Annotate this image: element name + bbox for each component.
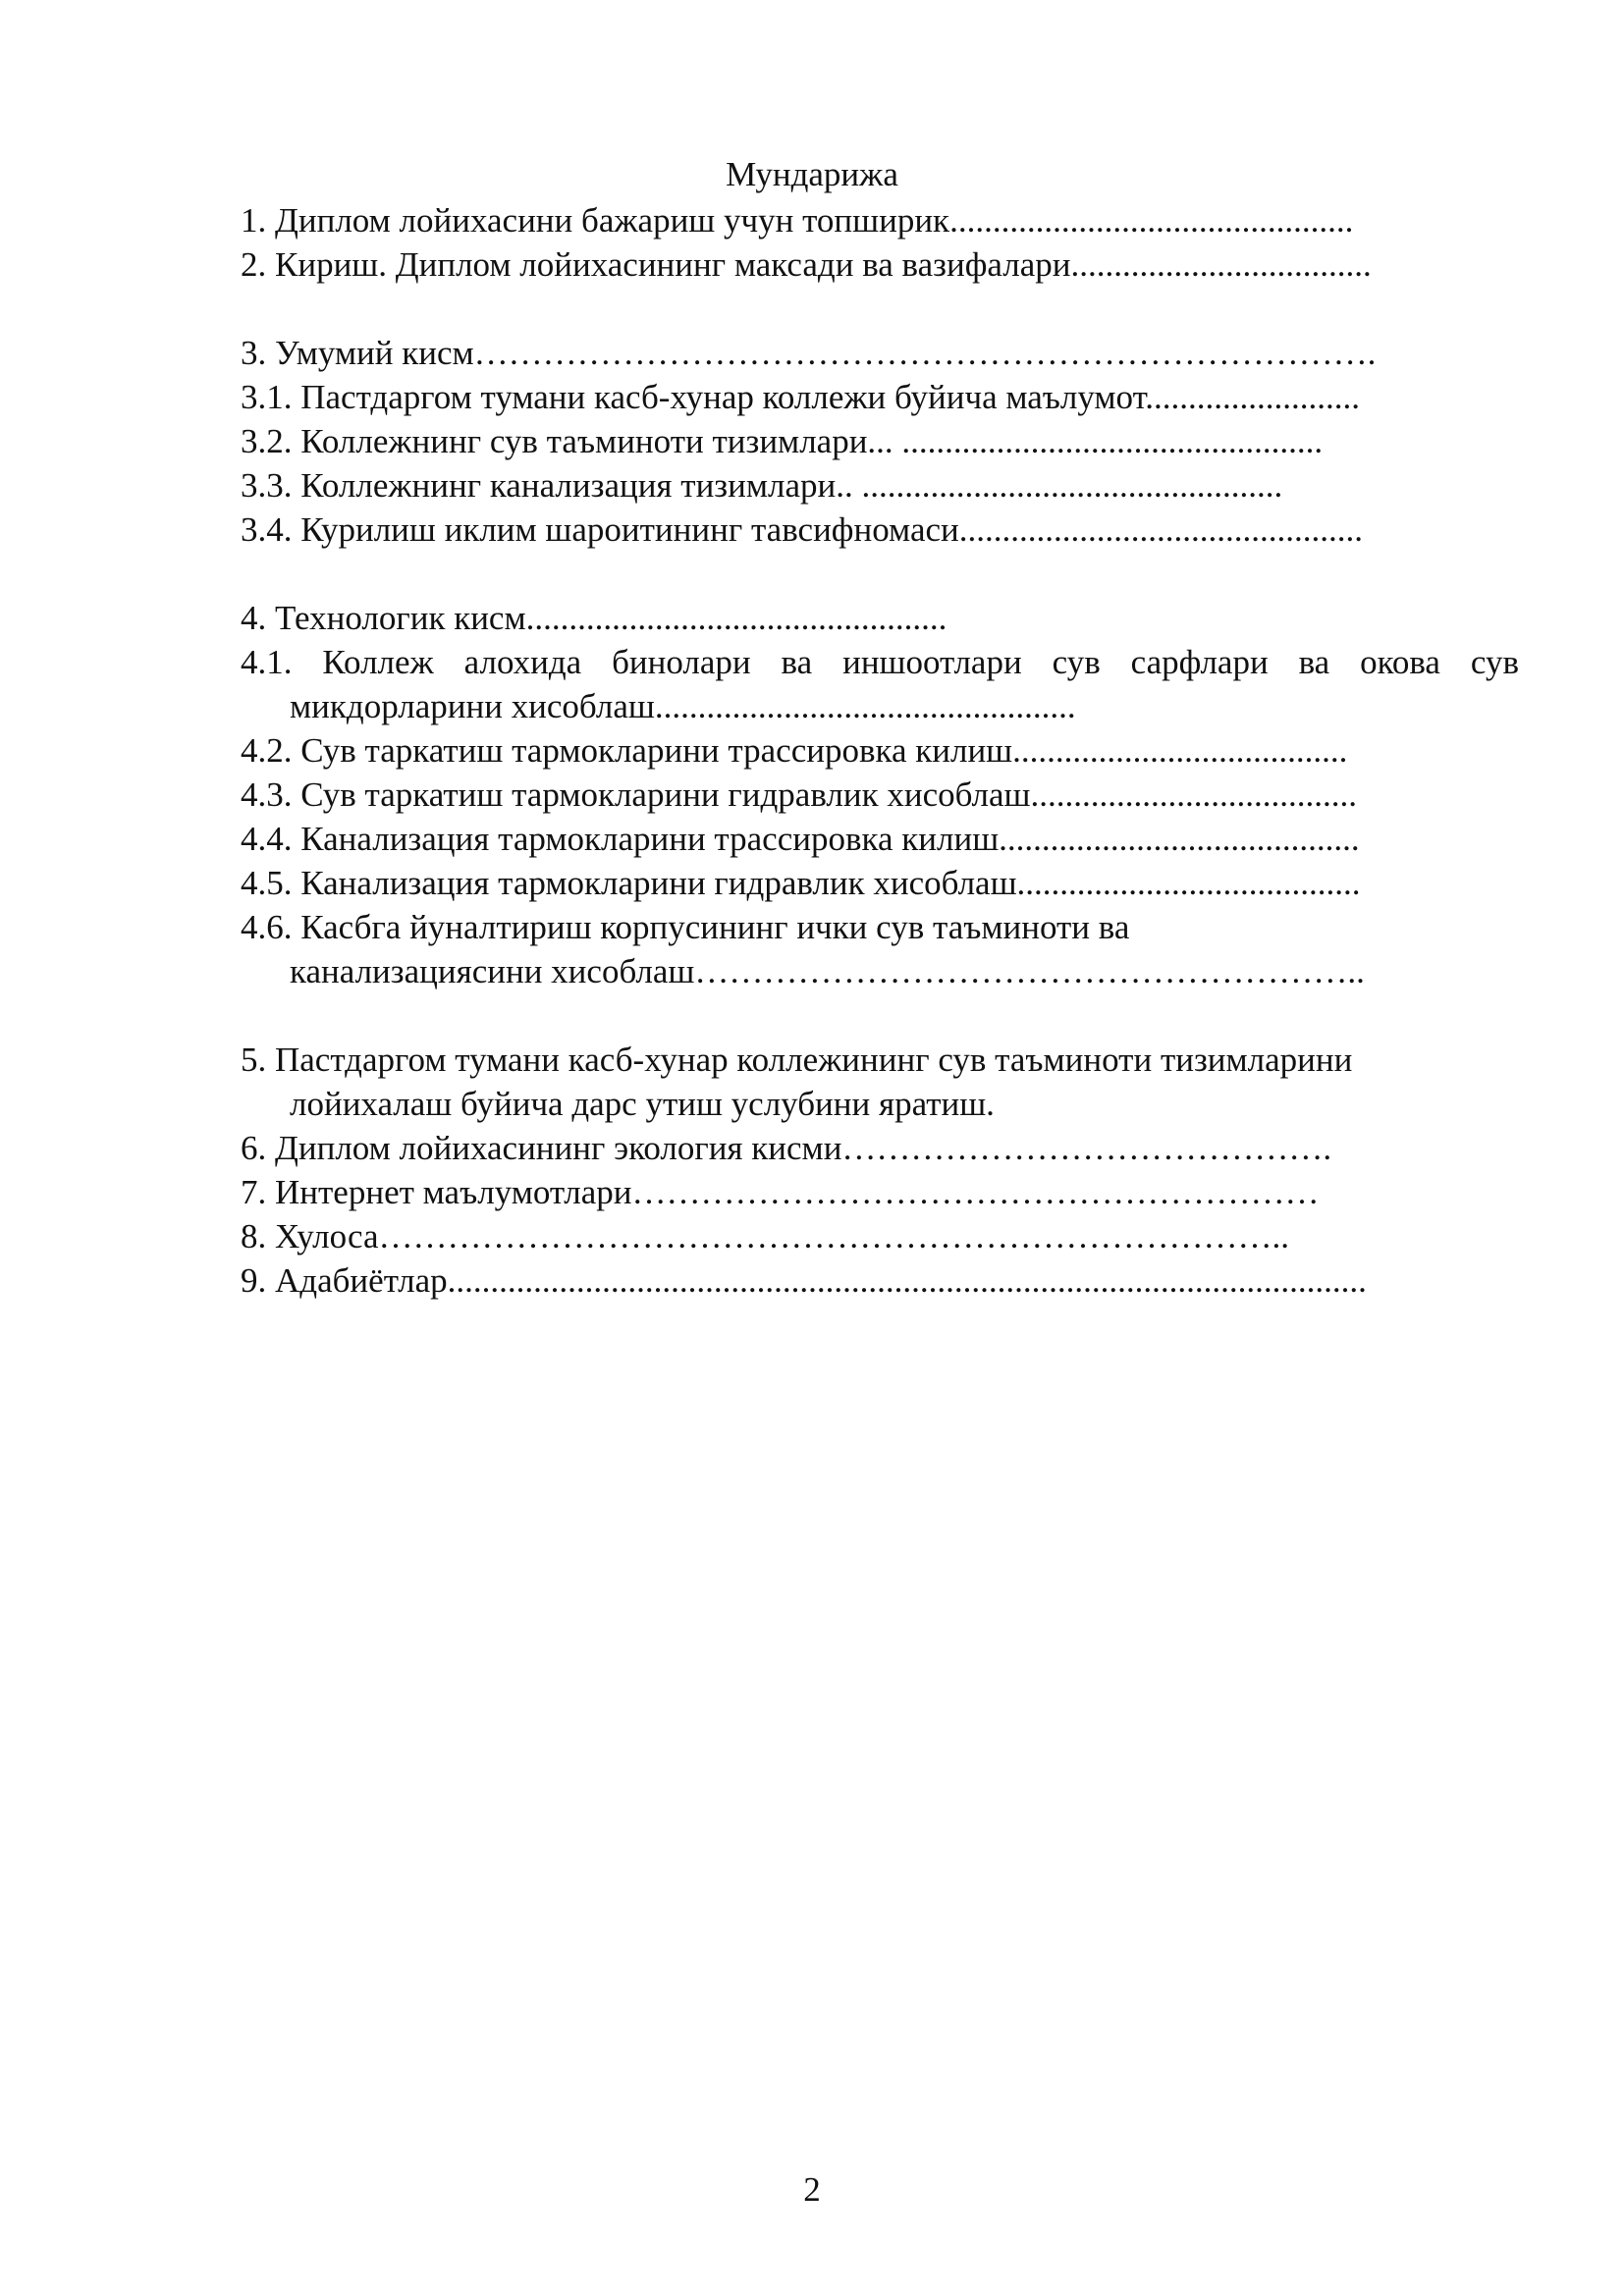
toc-item-9: 9. Адабиётлар........................................................................................................... [241,1261,1367,1300]
toc-item-4-2: 4.2. Сув таркатиш тармокларини трассировка килиш....................................... [241,731,1348,770]
toc-item-2: 2. Кириш. Диплом лойихасининг максади ва вазифалари................................... [241,245,1372,284]
toc-item-8: 8. Хулоса…………………………………………………………………….. [241,1217,1289,1255]
toc-item-4-6-continued: канализациясини хисоблаш………………………………………………….. [290,952,1365,990]
section-spacer [241,287,1527,331]
toc-item-6: 6. Диплом лойихасининг экология кисми……………………………………. [241,1129,1332,1167]
toc-item-5-continued: лойихалаш буйича дарс утиш услубини яратиш. [290,1085,995,1123]
table-of-contents [241,198,1527,1303]
toc-item-4-1: 4.1. Коллеж алохида бинолари ва иншоотлари сув сарфлари ва окова сув [241,643,1519,681]
toc-item-4: 4. Технологик кисм................................................. [241,599,947,637]
toc-item-7: 7. Интернет маълумотлари…………………………………………………… [241,1173,1320,1211]
toc-item-3-2: 3.2. Коллежнинг сув таъминоти тизимлари... ................................................. [241,422,1324,460]
section-spacer [241,993,1527,1038]
toc-item-3-4: 3.4. Курилиш иклим шароитининг тавсифномаси............................................... [241,510,1364,549]
toc-item-1: 1. Диплом лойихасини бажариш учун топширик............................................... [241,201,1354,240]
page-number: 2 [803,2170,821,2209]
toc-item-4-6: 4.6. Касбга йуналтириш корпусининг ички сув таъминоти ва [241,908,1130,946]
toc-item-4-5: 4.5. Канализация тармокларини гидравлик хисоблаш........................................ [241,864,1361,902]
toc-item-4-4: 4.4. Канализация тармокларини трассировка килиш.......................................... [241,820,1360,858]
toc-item-3: 3. Умумий кисм……………………………………………………………………. [241,334,1377,372]
toc-item-5: 5. Пастдаргом тумани касб-хунар коллежининг сув таъминоти тизимларини [241,1041,1353,1079]
table-of-contents-title: Мундарижа [726,155,898,193]
toc-item-3-1: 3.1. Пастдаргом тумани касб-хунар коллежи буйича маълумот......................... [241,378,1360,416]
toc-item-3-3: 3.3. Коллежнинг канализация тизимлари.. ................................................. [241,466,1283,505]
toc-item-4-1-continued: микдорларини хисоблаш................................................. [290,687,1076,725]
section-spacer [241,552,1527,596]
toc-item-4-3: 4.3. Сув таркатиш тармокларини гидравлик хисоблаш...................................... [241,775,1358,814]
